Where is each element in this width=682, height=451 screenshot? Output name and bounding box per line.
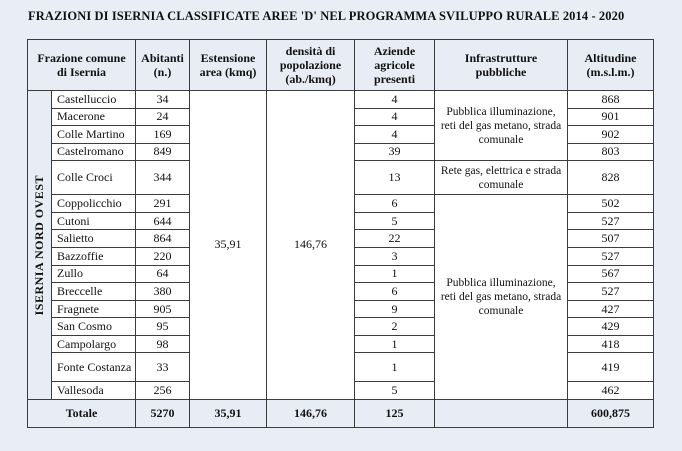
abitanti-value: 220 [136, 248, 190, 266]
header-infrastrutture: Infrastrutture pubbliche [435, 40, 568, 91]
frazione-name: Castelromano [52, 143, 136, 161]
abitanti-value: 256 [136, 382, 190, 400]
frazione-name: Zullo [52, 265, 136, 283]
altitudine-value: 527 [568, 248, 654, 266]
frazione-name: Fonte Costanza [52, 353, 136, 382]
frazione-name: San Cosmo [52, 318, 136, 336]
aziende-value: 22 [355, 230, 435, 248]
abitanti-value: 98 [136, 335, 190, 353]
altitudine-value: 427 [568, 300, 654, 318]
aziende-value: 4 [355, 91, 435, 109]
page-title: FRAZIONI DI ISERNIA CLASSIFICATE AREE 'D' NEL PROGRAMMA SVILUPPO RURALE 2014 - 2020 [28, 9, 625, 23]
frazione-name: Colle Martino [52, 126, 136, 144]
aziende-value: 13 [355, 161, 435, 195]
aziende-value: 3 [355, 248, 435, 266]
aziende-value: 1 [355, 265, 435, 283]
abitanti-value: 34 [136, 91, 190, 109]
abitanti-value: 64 [136, 265, 190, 283]
aziende-value: 9 [355, 300, 435, 318]
altitudine-value: 567 [568, 265, 654, 283]
altitudine-value: 429 [568, 318, 654, 336]
frazione-name: Colle Croci [52, 161, 136, 195]
header-altitudine: Altitudine (m.s.l.m.) [568, 40, 654, 91]
altitudine-value: 527 [568, 283, 654, 301]
total-row [28, 399, 654, 427]
abitanti-value: 380 [136, 283, 190, 301]
side-label: ISERNIA NORD OVEST [32, 174, 46, 316]
header-estensione: Estensione area (kmq) [190, 40, 267, 91]
total-densita: 146,76 [267, 399, 355, 427]
abitanti-value: 849 [136, 143, 190, 161]
frazione-name: Salietto [52, 230, 136, 248]
abitanti-value: 33 [136, 353, 190, 382]
densita-value: 146,76 [267, 91, 355, 400]
total-label: Totale [28, 399, 136, 427]
abitanti-value: 291 [136, 195, 190, 213]
frazione-name: Campolargo [52, 335, 136, 353]
header-row [28, 40, 654, 91]
table-row [28, 91, 654, 109]
total-infrastrutture-empty [435, 399, 568, 427]
aziende-value: 4 [355, 126, 435, 144]
abitanti-value: 169 [136, 126, 190, 144]
abitanti-value: 864 [136, 230, 190, 248]
altitudine-value: 462 [568, 382, 654, 400]
total-abitanti: 5270 [136, 399, 190, 427]
infrastrutture-group-3: Pubblica illuminazione, reti del gas metano, strada comunale [435, 195, 568, 400]
total-estensione: 35,91 [190, 399, 267, 427]
infrastrutture-group-2: Rete gas, elettrica e strada comunale [435, 161, 568, 195]
aziende-value: 6 [355, 283, 435, 301]
frazione-name: Cutoni [52, 212, 136, 230]
abitanti-value: 95 [136, 318, 190, 336]
abitanti-value: 344 [136, 161, 190, 195]
aziende-value: 2 [355, 318, 435, 336]
estensione-value: 35,91 [190, 91, 267, 400]
altitudine-value: 419 [568, 353, 654, 382]
frazione-name: Breccelle [52, 283, 136, 301]
frazione-name: Coppolicchio [52, 195, 136, 213]
altitudine-value: 418 [568, 335, 654, 353]
header-aziende: Aziende agricole presenti [355, 40, 435, 91]
frazione-name: Castelluccio [52, 91, 136, 109]
header-densita: densità di popolazione (ab./kmq) [267, 40, 355, 91]
frazione-name: Fragnete [52, 300, 136, 318]
frazione-name: Vallesoda [52, 382, 136, 400]
aziende-value: 39 [355, 143, 435, 161]
aziende-value: 4 [355, 108, 435, 126]
aziende-value: 5 [355, 212, 435, 230]
abitanti-value: 24 [136, 108, 190, 126]
infrastrutture-group-1: Pubblica illuminazione, reti del gas metano, strada comunale [435, 91, 568, 161]
altitudine-value: 902 [568, 126, 654, 144]
altitudine-value: 502 [568, 195, 654, 213]
aziende-value: 1 [355, 335, 435, 353]
side-label-cell [28, 91, 52, 400]
altitudine-value: 803 [568, 143, 654, 161]
altitudine-value: 868 [568, 91, 654, 109]
total-aziende: 125 [355, 399, 435, 427]
frazione-name: Bazzoffie [52, 248, 136, 266]
total-altitudine: 600,875 [568, 399, 654, 427]
header-abitanti: Abitanti (n.) [136, 40, 190, 91]
altitudine-value: 901 [568, 108, 654, 126]
abitanti-value: 644 [136, 212, 190, 230]
header-frazione: Frazione comune di Isernia [28, 40, 136, 91]
frazione-name: Macerone [52, 108, 136, 126]
altitudine-value: 527 [568, 212, 654, 230]
aziende-value: 5 [355, 382, 435, 400]
altitudine-value: 507 [568, 230, 654, 248]
aziende-value: 1 [355, 353, 435, 382]
abitanti-value: 905 [136, 300, 190, 318]
frazioni-table [27, 39, 654, 428]
aziende-value: 6 [355, 195, 435, 213]
altitudine-value: 828 [568, 161, 654, 195]
